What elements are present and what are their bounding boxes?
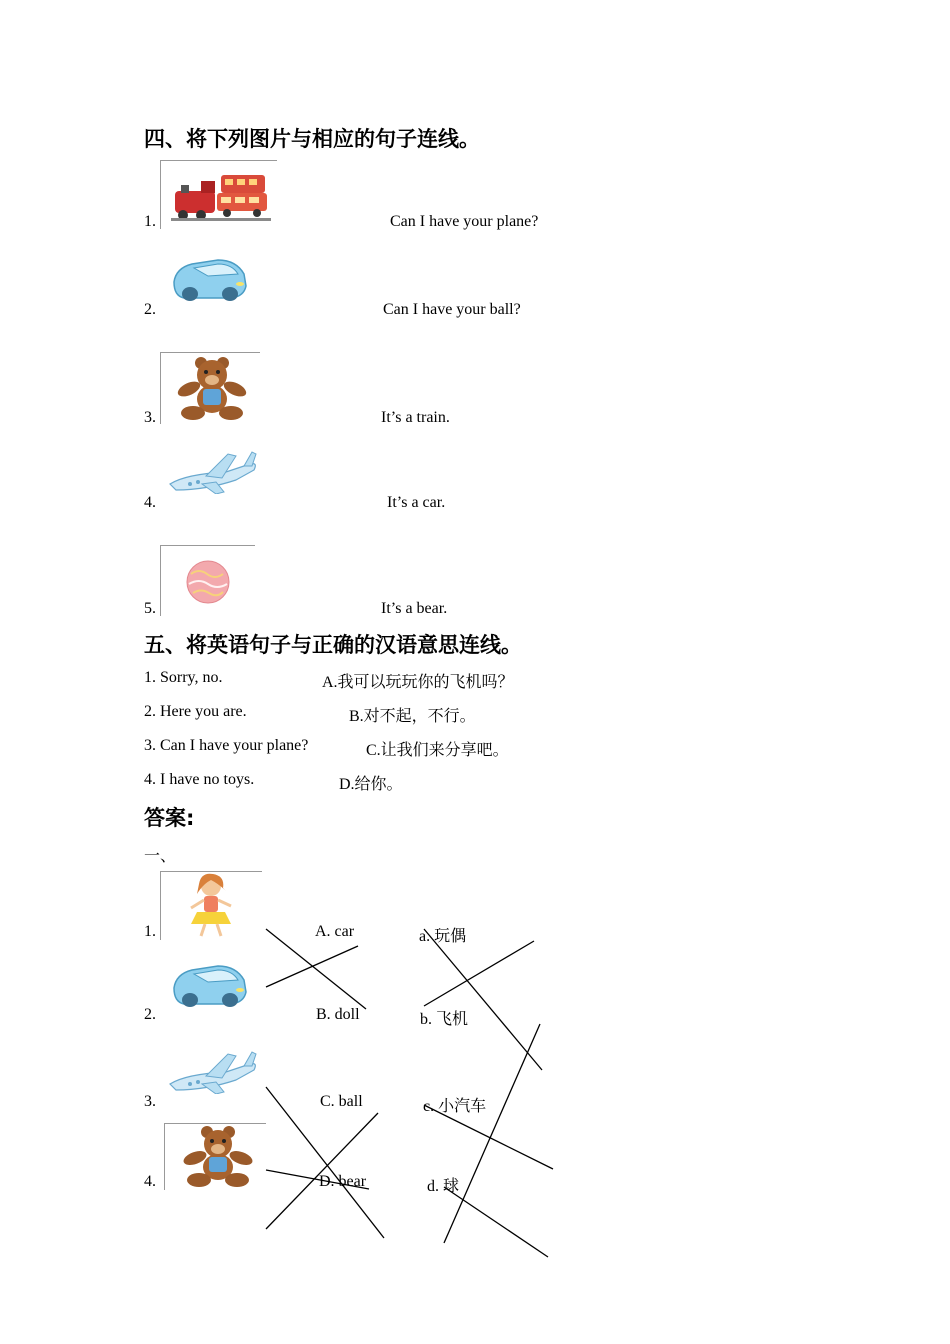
sentence: Can I have your ball? bbox=[383, 301, 521, 318]
section5-title: 五、将英语句子与正确的汉语意思连线。 bbox=[144, 633, 522, 657]
sentence: Can I have your plane? bbox=[390, 213, 539, 230]
item-number: 3. bbox=[144, 1093, 156, 1110]
match-line bbox=[266, 929, 366, 1009]
match-line bbox=[444, 1187, 548, 1257]
match-line bbox=[266, 1087, 384, 1238]
answers-title: 答案: bbox=[144, 806, 195, 830]
answer-english: B. doll bbox=[316, 1006, 360, 1023]
sentence: It’s a train. bbox=[381, 409, 450, 426]
item-number: 1. bbox=[144, 213, 156, 230]
answer-chinese: a. 玩偶 bbox=[419, 928, 467, 945]
chinese-meaning: B.对不起，不行。 bbox=[349, 708, 476, 725]
answer-english: D. bear bbox=[319, 1173, 367, 1190]
match-line bbox=[424, 929, 542, 1070]
english-sentence: 3. Can I have your plane? bbox=[144, 737, 309, 754]
chinese-meaning: C.让我们来分享吧。 bbox=[366, 742, 509, 759]
item-number: 2. bbox=[144, 301, 156, 318]
item-number: 4. bbox=[144, 494, 156, 511]
match-line bbox=[444, 1024, 540, 1243]
chinese-meaning: A.我可以玩玩你的飞机吗？ bbox=[322, 674, 514, 691]
match-line bbox=[424, 941, 534, 1006]
item-number: 4. bbox=[144, 1173, 156, 1190]
sentence: It’s a car. bbox=[387, 494, 446, 511]
match-line bbox=[424, 1105, 553, 1169]
answers-part-label: 一、 bbox=[144, 848, 177, 865]
english-sentence: 2. Here you are. bbox=[144, 703, 247, 720]
chinese-meaning: D.给你。 bbox=[339, 776, 403, 793]
answer-chinese: d. 球 bbox=[427, 1178, 460, 1195]
answer-chinese: c. 小汽车 bbox=[423, 1098, 487, 1115]
english-sentence: 4. I have no toys. bbox=[144, 771, 255, 788]
match-line bbox=[266, 1113, 378, 1229]
answer-chinese: b. 飞机 bbox=[420, 1011, 469, 1028]
item-number: 1. bbox=[144, 923, 156, 940]
item-number: 5. bbox=[144, 600, 156, 617]
item-number: 2. bbox=[144, 1006, 156, 1023]
match-line bbox=[266, 946, 358, 987]
answer-english: C. ball bbox=[320, 1093, 363, 1110]
english-sentence: 1. Sorry, no. bbox=[144, 669, 223, 686]
match-line bbox=[266, 1170, 369, 1189]
sentence: It’s a bear. bbox=[381, 600, 448, 617]
item-number: 3. bbox=[144, 409, 156, 426]
section4-title: 四、将下列图片与相应的句子连线。 bbox=[144, 127, 480, 151]
answer-english: A. car bbox=[315, 923, 355, 940]
